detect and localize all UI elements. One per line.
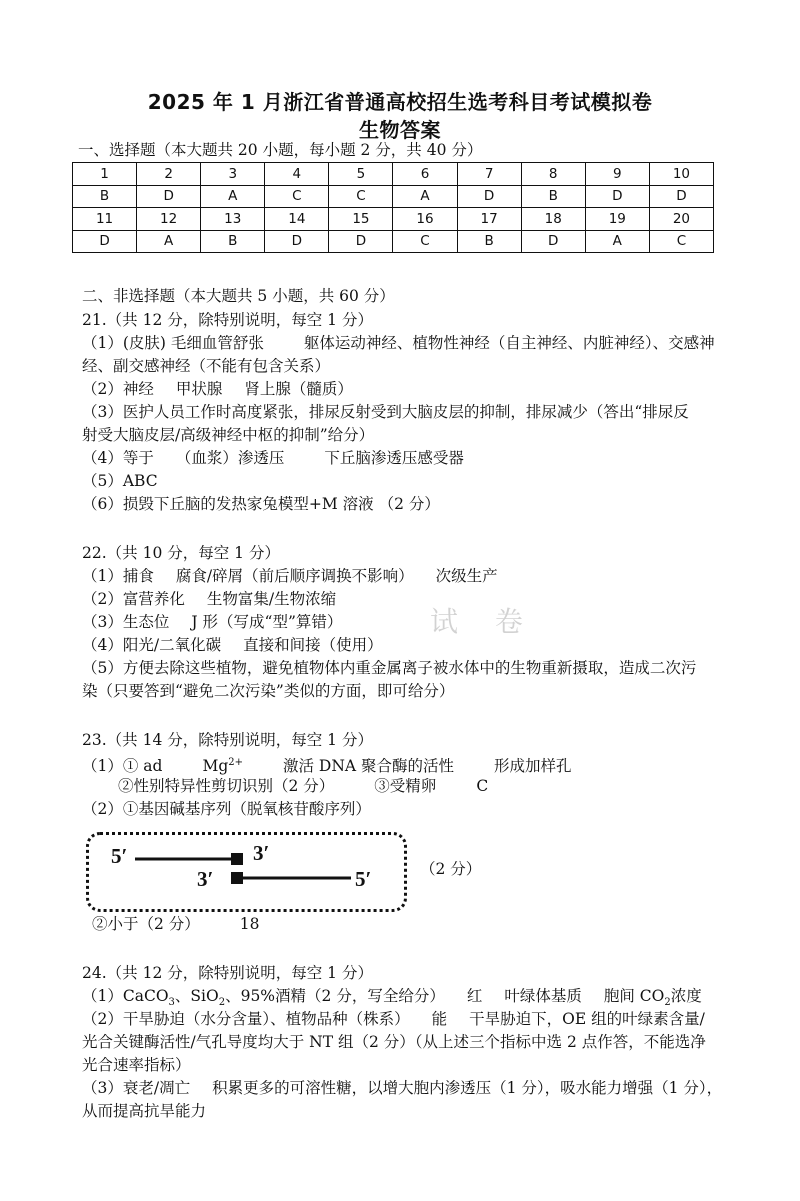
answer-table-row xyxy=(73,208,714,231)
answer-table-cell: B xyxy=(201,230,265,253)
q22-line4 xyxy=(82,635,383,655)
q24-line2-cont: 光合关键酶活性/气孔导度均大于 NT 组（2 分）（从上述三个指标中选 2 点作答，不能选净 xyxy=(82,1033,706,1051)
answer-table-cell: 15 xyxy=(329,208,393,231)
answer-table-cell: 14 xyxy=(265,208,329,231)
q21-answer-4b: （血浆）渗透压 xyxy=(175,449,285,467)
label-bottom-right: 5′ xyxy=(355,867,372,891)
q22-answer-3a: （3）生态位 xyxy=(82,613,170,631)
q21-line6: （6）损毁下丘脑的发热家兔模型+M 溶液 （2 分） xyxy=(82,495,440,513)
q21-line2 xyxy=(82,379,353,399)
answer-table-cell: C xyxy=(329,185,393,208)
answer-table-cell: 7 xyxy=(457,163,521,186)
section2-heading: 二、非选择题（本大题共 5 小题，共 60 分） xyxy=(82,287,395,305)
mg-charge: 2+ xyxy=(228,757,243,768)
answer-table-cell: 18 xyxy=(521,208,585,231)
q21-line5: （5）ABC xyxy=(82,472,158,490)
q21-line3: （3）医护人员工作时高度紧张，排尿反射受到大脑皮层的抑制，排尿减少（答出“排尿反 xyxy=(82,403,689,421)
answer-table-cell: A xyxy=(137,230,201,253)
answer-table-row xyxy=(73,185,714,208)
q21-line1-cont: 经、副交感神经（不能有包含关系） xyxy=(82,357,331,375)
q24-answer-3b: 积累更多的可溶性糖，以增大胞内渗透压（1 分），吸水能力增强（1 分）， xyxy=(212,1079,723,1097)
diagram-points: （2 分） xyxy=(420,860,482,878)
answer-table-cell: A xyxy=(201,185,265,208)
answer-table-cell: 6 xyxy=(393,163,457,186)
q23-answer-1a: （1）① ad xyxy=(82,757,163,776)
q22-line5-cont: 染（只要答到“避免二次污染”类似的方面，即可给分） xyxy=(82,682,455,700)
page-title: 2025 年 1 月浙江省普通高校招生选考科目考试模拟卷 xyxy=(147,90,653,114)
answer-table-cell: A xyxy=(585,230,649,253)
q22-answer-4a: （4）阳光/二氧化碳 xyxy=(82,636,222,654)
q23-line2 xyxy=(118,776,488,796)
q22-heading: 22.（共 10 分，每空 1 分） xyxy=(82,544,280,562)
q21-line1 xyxy=(82,333,715,353)
sub-3: 3 xyxy=(168,997,175,1009)
q21-answer-2b: 甲状腺 xyxy=(175,380,223,398)
sub-2: 2 xyxy=(218,997,226,1009)
q23-line3: （2）①基因碱基序列（脱氧核苷酸序列） xyxy=(82,800,371,818)
answer-table-cell: C xyxy=(265,185,329,208)
q22-answer-1c: 次级生产 xyxy=(435,567,498,585)
q23-line4 xyxy=(92,914,260,934)
q23-answer-2c: C xyxy=(476,777,489,795)
q23-answer-mg xyxy=(202,757,243,775)
label-top-left: 5′ xyxy=(111,844,128,868)
mg-symbol: Mg xyxy=(202,757,229,776)
answer-table-cell: D xyxy=(521,230,585,253)
q21-answer-1a: （1）(皮肤) 毛细血管舒张 xyxy=(82,334,264,352)
q24-answer-3a: （3）衰老/凋亡 xyxy=(82,1079,191,1097)
q24-answer-1b: 、SiO xyxy=(174,987,219,1005)
answer-table-cell: 1 xyxy=(73,163,137,186)
q22-answer-3b: J 形（写成“型”算错） xyxy=(191,613,343,631)
answer-table-cell: 5 xyxy=(329,163,393,186)
answer-table-cell: D xyxy=(649,185,713,208)
answer-table-cell: 12 xyxy=(137,208,201,231)
answer-table-cell: 13 xyxy=(201,208,265,231)
q24-answer-1f: 胞间 CO xyxy=(603,987,665,1005)
answer-table-cell: B xyxy=(457,230,521,253)
q22-line1 xyxy=(82,566,498,586)
q21-answer-4a: （4）等于 xyxy=(82,449,154,467)
top-strand-marker xyxy=(231,853,243,865)
q22-line3 xyxy=(82,612,342,632)
q21-heading: 21.（共 12 分，除特别说明，每空 1 分） xyxy=(82,311,373,329)
answer-table-cell: 17 xyxy=(457,208,521,231)
q24-heading: 24.（共 12 分，除特别说明，每空 1 分） xyxy=(82,964,373,982)
answer-table-cell: B xyxy=(73,185,137,208)
q24-answer-1g: 浓度 xyxy=(670,987,702,1005)
q22-answer-1a: （1）捕食 xyxy=(82,567,154,585)
q23-heading: 23.（共 14 分，除特别说明，每空 1 分） xyxy=(82,731,373,749)
watermark: 试 卷 xyxy=(430,605,537,638)
bottom-strand-marker xyxy=(231,872,243,884)
q21-answer-2a: （2）神经 xyxy=(82,380,154,398)
q23-line1 xyxy=(82,753,572,776)
q23-answer-4b: 18 xyxy=(239,915,260,933)
q21-line4 xyxy=(82,448,464,468)
answer-table-cell: 20 xyxy=(649,208,713,231)
q21-answer-4c: 下丘脑渗透压感受器 xyxy=(324,449,464,467)
answer-table-cell: B xyxy=(521,185,585,208)
label-bottom-left: 3′ xyxy=(197,867,214,891)
answer-table-cell: 4 xyxy=(265,163,329,186)
answer-table-cell: 16 xyxy=(393,208,457,231)
q24-line2 xyxy=(82,1009,705,1029)
q22-answer-1b: 腐食/碎屑（前后顺序调换不影响） xyxy=(175,567,414,585)
q24-answer-2b: 能 xyxy=(431,1010,448,1028)
q22-line2 xyxy=(82,589,336,609)
answer-table-cell: A xyxy=(393,185,457,208)
q22-answer-4b: 直接和间接（使用） xyxy=(243,636,383,654)
answer-table-cell: D xyxy=(73,230,137,253)
answer-table-cell: C xyxy=(393,230,457,253)
q21-line3-cont: 射受大脑皮层/高级神经中枢的抑制”给分） xyxy=(82,426,375,444)
answer-table-cell: D xyxy=(265,230,329,253)
answer-table-cell: 11 xyxy=(73,208,137,231)
answer-table-cell: 3 xyxy=(201,163,265,186)
q24-line3-cont: 从而提高抗旱能力 xyxy=(82,1102,207,1120)
q24-answer-1e: 叶绿体基质 xyxy=(504,987,582,1005)
answer-table-cell: D xyxy=(329,230,393,253)
q21-answer-1b: 躯体运动神经、植物性神经（自主神经、内脏神经）、交感神 xyxy=(303,334,715,352)
q22-answer-2b: 生物富集/生物浓缩 xyxy=(206,590,337,608)
q24-answer-1a: （1）CaCO xyxy=(82,987,169,1005)
q23-answer-1c: 形成加样孔 xyxy=(494,757,572,776)
q24-answer-2c: 干旱胁迫下，OE 组的叶绿素含量/ xyxy=(469,1010,705,1028)
answer-table-cell: 8 xyxy=(521,163,585,186)
q22-answer-2a: （2）富营养化 xyxy=(82,590,185,608)
answer-table-cell: D xyxy=(137,185,201,208)
answer-table-cell: D xyxy=(585,185,649,208)
answer-table-cell: 2 xyxy=(137,163,201,186)
q23-answer-2a: ②性别特异性剪切识别（2 分） xyxy=(118,777,335,795)
dna-diagram xyxy=(86,832,407,912)
q24-answer-1c: 、95%酒精（2 分，写全给分） xyxy=(225,987,445,1005)
label-top-right: 3′ xyxy=(253,841,270,865)
answer-table-cell: C xyxy=(649,230,713,253)
q21-answer-2c: 肾上腺（髓质） xyxy=(244,380,353,398)
answer-table-cell: 19 xyxy=(585,208,649,231)
q23-answer-1b: 激活 DNA 聚合酶的活性 xyxy=(283,757,455,776)
q24-line3 xyxy=(82,1078,722,1098)
answer-table xyxy=(72,162,714,253)
q23-answer-4a: ②小于（2 分） xyxy=(92,915,200,933)
q23-answer-2b: ③受精卵 xyxy=(374,777,437,795)
answer-table-row xyxy=(73,163,714,186)
answer-table-row xyxy=(73,230,714,253)
answer-table-cell: 10 xyxy=(649,163,713,186)
q24-line2-cont2: 光合速率指标） xyxy=(82,1056,191,1074)
page-subtitle: 生物答案 xyxy=(359,118,441,142)
sub-2b: 2 xyxy=(664,997,671,1009)
answer-table-cell: D xyxy=(457,185,521,208)
q22-line5: （5）方便去除这些植物，避免植物体内重金属离子被水体中的生物重新摄取，造成二次污 xyxy=(82,659,697,677)
q24-answer-2a: （2）干旱胁迫（水分含量）、植物品种（株系） xyxy=(82,1010,410,1028)
section1-heading: 一、选择题（本大题共 20 小题，每小题 2 分，共 40 分） xyxy=(78,141,483,159)
q24-answer-1d: 红 xyxy=(466,987,483,1005)
answer-table-cell: 9 xyxy=(585,163,649,186)
